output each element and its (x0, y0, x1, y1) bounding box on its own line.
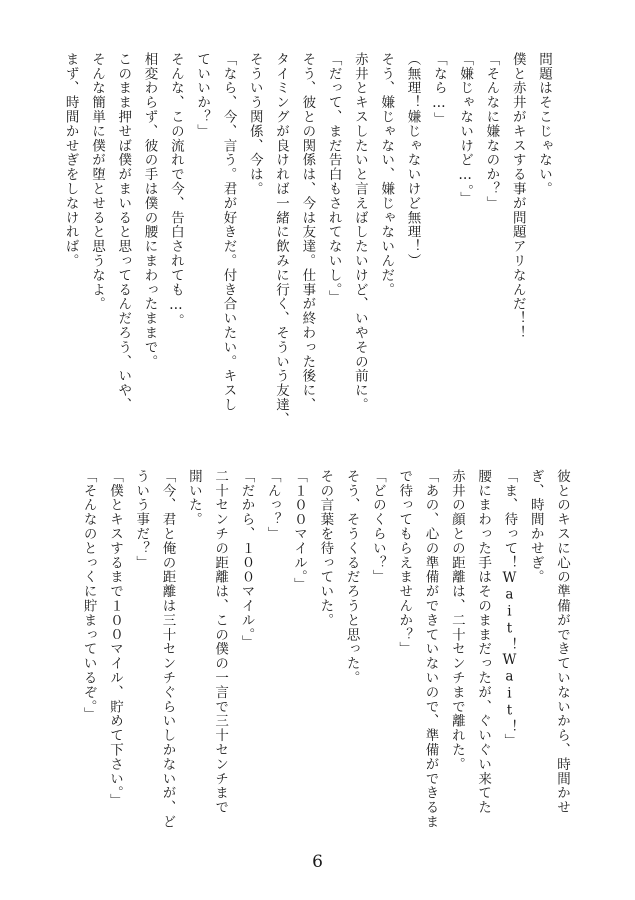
text-line: 赤井とキスしたいと言えばしたいけど、いやその前に。 (351, 52, 368, 412)
text-line: 僕と赤井がキスする事が問題アリなんだ！！ (509, 52, 526, 340)
text-line: 「嫌じゃないけど…。」 (457, 52, 474, 207)
text-line: このまま押せば僕がまいると思ってるんだろう、いや、 (115, 52, 132, 412)
text-line: で待ってもらえませんか？」 (396, 469, 413, 657)
text-line: 「んっ？」 (264, 469, 281, 541)
text-line: ぎ、時間かせぎ。 (527, 469, 544, 585)
text-line: そう、嫌じゃない、嫌じゃないんだ。 (378, 52, 395, 297)
text-line: 「なら…」 (430, 52, 447, 127)
text-line: 「１００マイル。」 (291, 469, 308, 592)
text-line: 「そんなのとっくに貯まっているぞ。」 (80, 469, 97, 722)
text-line: そんな、この流れで今、告白されても…。 (167, 52, 184, 329)
text-line: タイミングが良ければ一緒に飲みに行く、そういう友達、 (273, 52, 290, 427)
text-line: 「だから、１００マイル。」 (238, 469, 255, 650)
text-line: 二十センチの距離は、この僕の一言で三十センチまで (212, 469, 229, 815)
upper-text-block (62, 52, 557, 438)
text-line: 問題はそこじゃない。 (536, 52, 552, 196)
text-line: 腰にまわった手はそのままだったが、ぐいぐい来てた (475, 469, 492, 815)
text-line: そんな簡単に僕が堕とせると思うなよ。 (88, 52, 105, 312)
text-line: 「そんなに嫌なのか？」 (483, 52, 500, 211)
text-line: ていいか？」 (194, 52, 211, 139)
text-line: 彼とのキスに心の準備ができていないから、時間かせ (554, 469, 570, 815)
text-line: 「あの、心の準備ができていないので、準備ができるま (422, 469, 439, 829)
text-line: 「どのくらい？」 (369, 469, 386, 585)
text-line: 「ま、待って！Wait！Wait！」 (501, 469, 518, 749)
lower-text-block (65, 469, 575, 849)
text-line: ういう事だ？」 (133, 469, 150, 570)
text-line: まず、時間かせぎをしなければ。 (62, 52, 79, 268)
text-line: 赤井の顔との距離は、二十センチまで離れた。 (448, 469, 465, 772)
text-line: 「今、君と俺の距離は三十センチぐらいしかないが、ど (159, 469, 176, 829)
page-number: 6 (312, 852, 323, 872)
text-line: そう、彼との関係は、今は友達。仕事が終わった後に、 (299, 52, 316, 412)
text-line: 開いた。 (185, 469, 202, 527)
text-line: （無理！嫌じゃないけど無理！） (404, 52, 421, 268)
text-line: 「なら、今、言う。君が好きだ。付き合いたい。キスし (220, 52, 237, 412)
text-line: そういう関係、今は。 (246, 52, 263, 196)
text-line: その言葉を待っていた。 (317, 469, 334, 628)
text-line: 相変わらず、彼の手は僕の腰にまわったままで。 (141, 52, 158, 369)
text-line: そう、そうくるだろうと思った。 (343, 469, 360, 685)
text-line: 「僕とキスするまで１００マイル、貯めて下さい。」 (106, 469, 123, 808)
text-line: 「だって、まだ告白もされてないし。」 (325, 52, 342, 305)
